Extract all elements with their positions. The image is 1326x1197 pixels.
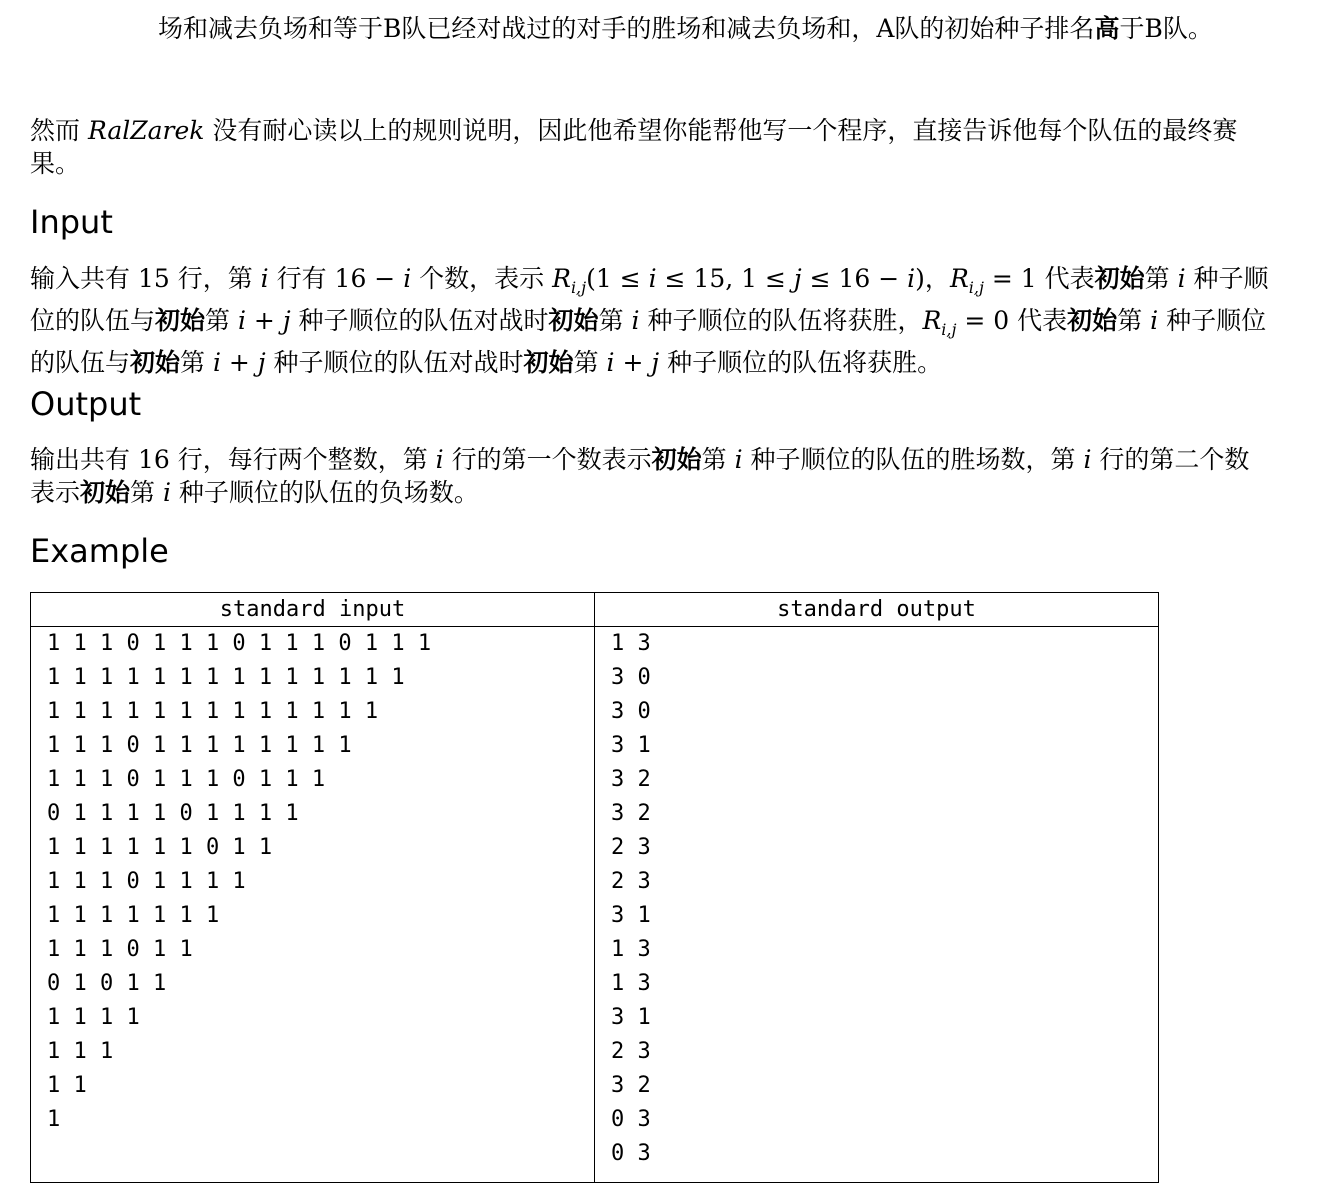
text-run: i,j [570,278,587,297]
text-run: i [734,445,743,474]
example-line: 1 1 1 1 [47,1005,140,1030]
text-run: 种子顺位的队伍的胜场数，第 [742,445,1084,474]
text-run: 初始 [1067,306,1118,335]
text-run: i [907,264,916,293]
text-run: i [403,264,412,293]
text-run: i,j [941,320,957,339]
text-run: j [793,264,802,293]
text-run: 种子顺位的队伍对战时 [265,348,524,377]
text-run: i,j [968,278,984,297]
text-run: 输入共有 15 行，第 [30,264,261,293]
input-description [30,262,1270,379]
text-run: 初始 [651,445,702,474]
standard-output-cell [595,627,1159,1183]
example-body-row [31,627,1159,1183]
text-run: 第 [180,348,213,377]
example-line: 1 3 [611,631,651,656]
example-line: 1 1 1 0 1 1 1 0 1 1 1 0 1 1 1 [47,631,432,656]
text-run: R [922,306,942,335]
text-run: i [260,264,269,293]
text-run: 于B队。 [1119,14,1213,43]
text-run: 种子顺位的队伍将获胜。 [659,348,943,377]
text-run: i [648,264,657,293]
text-run: 第 [205,306,238,335]
text-run: R [949,264,969,293]
text-run: 种子顺位的队伍的负场数。 [170,478,479,507]
standard-input-header: standard input [31,593,595,627]
text-run: 没有耐心读以上的规则说明，因此他希望你能帮他写一个程序，直接告诉他每个队伍的最终赛果。 [30,116,1238,178]
text-run: 初始 [80,478,131,507]
text-run: 第 [573,348,607,377]
text-run: (1 ≤ [586,264,649,293]
output-heading: Output [30,385,142,423]
text-run: RalZarek [87,116,205,145]
example-line: 3 2 [611,1073,651,1098]
example-line: 0 1 1 1 1 0 1 1 1 1 [47,801,299,826]
example-heading: Example [30,532,169,570]
standard-input-cell [31,627,595,1183]
example-line: 1 1 1 [47,1039,114,1064]
rule-continuation-paragraph [158,12,1270,45]
intro-paragraph [30,114,1270,180]
text-run: 行的第一个数表示 [443,445,652,474]
example-line: 1 1 1 0 1 1 1 1 1 1 1 1 [47,733,352,758]
output-lines [595,627,1158,1171]
input-heading: Input [30,203,113,241]
text-run: 第 [1117,306,1151,335]
text-run: i [435,445,444,474]
example-line: 1 [47,1107,61,1132]
text-run: 第 [1144,264,1178,293]
text-run: 初始 [523,348,574,377]
text-run: i [1083,445,1092,474]
example-line: 1 3 [611,971,651,996]
text-run: i [1177,264,1186,293]
text-run: = 1 代表 [983,264,1095,293]
text-run: i [237,306,246,335]
example-line: 3 0 [611,665,651,690]
text-run: R [552,264,571,293]
text-run: j [282,306,291,335]
text-run: j [651,348,660,377]
output-description [30,443,1270,509]
example-line: 0 3 [611,1107,651,1132]
text-run: 高 [1094,14,1120,43]
text-run: 初始 [130,348,181,377]
text-run: i [1150,306,1159,335]
example-line: 1 1 1 0 1 1 [47,937,193,962]
text-run: 个数，表示 [411,264,553,293]
text-run: 行的第二个数表示 [30,445,1250,507]
example-line: 1 1 [47,1073,87,1098]
text-run: = 0 代表 [956,306,1068,335]
example-line: 1 1 1 1 1 1 1 1 1 1 1 1 1 [47,699,379,724]
example-line: 1 3 [611,937,651,962]
text-run: ≤ 15, 1 ≤ [656,264,794,293]
text-run: 种子顺位的队伍对战时 [290,306,549,335]
example-line: 1 1 1 1 1 1 0 1 1 [47,835,273,860]
example-table [30,592,1159,1183]
text-run: 种子顺位的队伍将获胜， [639,306,923,335]
text-run: i [212,348,221,377]
text-run: i [631,306,640,335]
example-line: 3 2 [611,767,651,792]
example-line: 3 1 [611,733,651,758]
example-line: 1 1 1 1 1 1 1 [47,903,220,928]
text-run: 然而 [30,116,88,145]
example-line: 3 1 [611,1005,651,1030]
example-line: 0 1 0 1 1 [47,971,167,996]
text-run: 行有 16 − [268,264,404,293]
example-line: 0 3 [611,1141,651,1166]
text-run: 初始 [1094,264,1145,293]
example-header-row [31,593,1159,627]
example-line: 3 1 [611,903,651,928]
text-run: + [245,306,283,335]
text-run: 第 [598,306,632,335]
text-run: 初始 [548,306,599,335]
text-run: j [257,348,266,377]
example-line: 3 2 [611,801,651,826]
standard-output-header: standard output [595,593,1159,627]
example-line: 2 3 [611,869,651,894]
example-line: 1 1 1 0 1 1 1 0 1 1 1 [47,767,326,792]
example-line: 2 3 [611,835,651,860]
text-run: 初始 [155,306,206,335]
text-run: 种子顺位的队伍与 [30,306,1267,377]
text-run: i [162,478,171,507]
text-run: )， [915,264,950,293]
text-run: 种子顺位的队伍与 [30,264,1269,335]
input-lines [31,627,594,1137]
text-run: 第 [130,478,163,507]
text-run: 输出共有 16 行，每行两个整数，第 [30,445,436,474]
example-line: 2 3 [611,1039,651,1064]
text-run: ≤ 16 − [801,264,908,293]
example-line: 3 0 [611,699,651,724]
example-line: 1 1 1 0 1 1 1 1 [47,869,246,894]
text-run: + [614,348,652,377]
text-run: i [606,348,615,377]
text-run: 场和减去负场和等于B队已经对战过的对手的胜场和减去负场和，A队的初始种子排名 [158,14,1095,43]
example-line: 1 1 1 1 1 1 1 1 1 1 1 1 1 1 [47,665,405,690]
text-run: 第 [701,445,735,474]
text-run: + [220,348,258,377]
